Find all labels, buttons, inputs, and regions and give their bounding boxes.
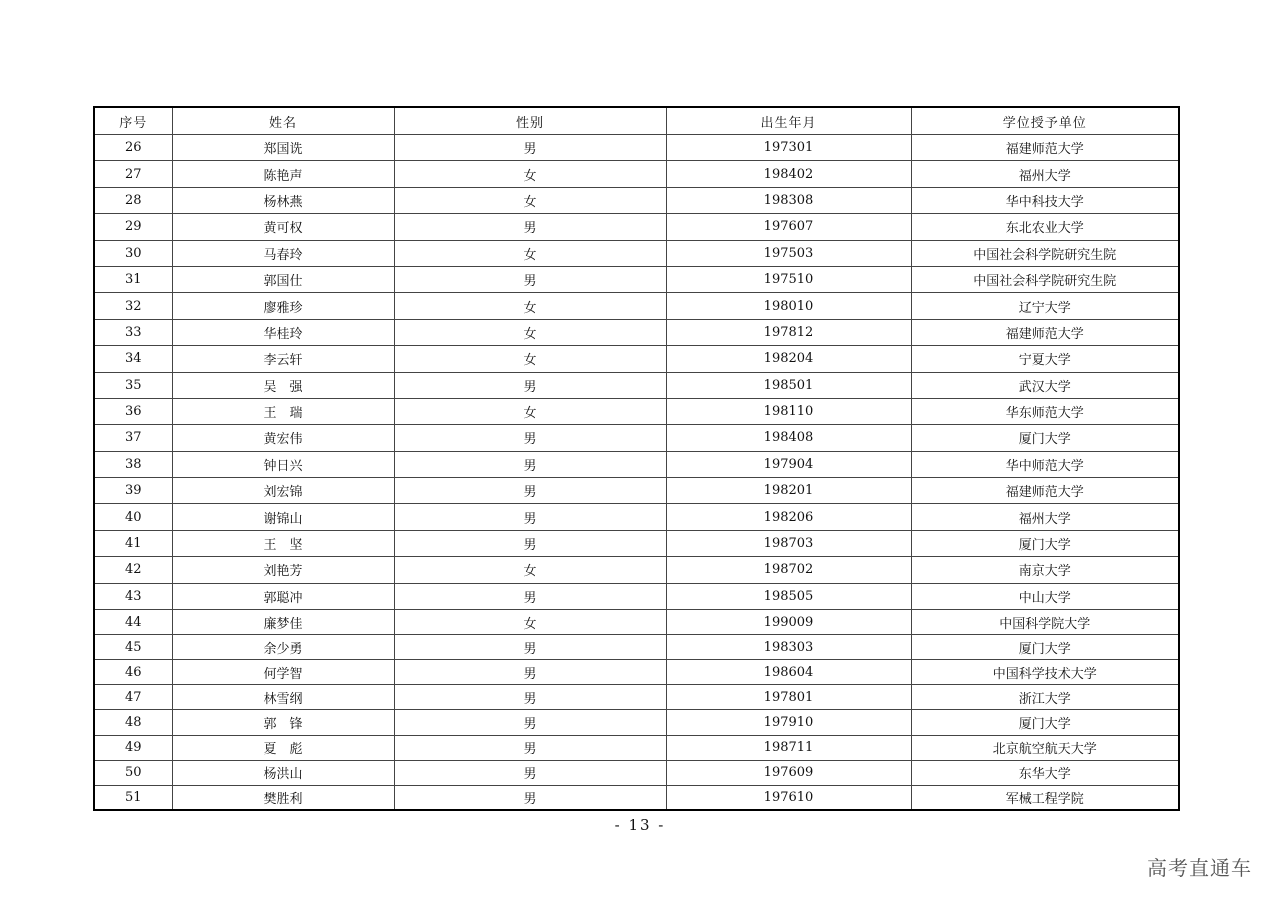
cell-institution: 福州大学 xyxy=(911,161,1179,187)
cell-name: 郭 锋 xyxy=(172,710,394,735)
cell-institution: 南京大学 xyxy=(911,557,1179,583)
cell-birth: 198505 xyxy=(666,583,911,609)
cell-birth: 198703 xyxy=(666,530,911,556)
cell-birth: 198308 xyxy=(666,187,911,213)
cell-index: 31 xyxy=(94,266,172,292)
cell-name: 华桂玲 xyxy=(172,319,394,345)
cell-gender: 男 xyxy=(394,451,666,477)
cell-name: 郭聪冲 xyxy=(172,583,394,609)
cell-institution: 华东师范大学 xyxy=(911,398,1179,424)
cell-gender: 男 xyxy=(394,735,666,760)
cell-birth: 198408 xyxy=(666,425,911,451)
cell-name: 李云轩 xyxy=(172,346,394,372)
cell-birth: 197610 xyxy=(666,785,911,810)
cell-institution: 厦门大学 xyxy=(911,425,1179,451)
table-row xyxy=(94,161,1179,187)
cell-name: 陈艳声 xyxy=(172,161,394,187)
cell-birth: 198501 xyxy=(666,372,911,398)
table-row xyxy=(94,610,1179,635)
cell-gender: 男 xyxy=(394,372,666,398)
table-row xyxy=(94,735,1179,760)
cell-index: 46 xyxy=(94,660,172,685)
cell-institution: 厦门大学 xyxy=(911,530,1179,556)
cell-index: 34 xyxy=(94,346,172,372)
cell-institution: 厦门大学 xyxy=(911,710,1179,735)
header-birth: 出生年月 xyxy=(666,107,911,135)
cell-gender: 女 xyxy=(394,240,666,266)
cell-birth: 198010 xyxy=(666,293,911,319)
table-row xyxy=(94,760,1179,785)
cell-institution: 武汉大学 xyxy=(911,372,1179,398)
cell-institution: 中山大学 xyxy=(911,583,1179,609)
cell-gender: 男 xyxy=(394,583,666,609)
cell-gender: 女 xyxy=(394,293,666,319)
cell-index: 37 xyxy=(94,425,172,451)
cell-name: 廉梦佳 xyxy=(172,610,394,635)
table-row xyxy=(94,530,1179,556)
cell-institution: 东华大学 xyxy=(911,760,1179,785)
table-row xyxy=(94,660,1179,685)
cell-birth: 198402 xyxy=(666,161,911,187)
cell-birth: 197607 xyxy=(666,214,911,240)
table-row xyxy=(94,135,1179,161)
cell-birth: 198110 xyxy=(666,398,911,424)
cell-index: 44 xyxy=(94,610,172,635)
cell-gender: 男 xyxy=(394,425,666,451)
cell-name: 樊胜利 xyxy=(172,785,394,810)
cell-birth: 197609 xyxy=(666,760,911,785)
cell-gender: 女 xyxy=(394,557,666,583)
cell-index: 28 xyxy=(94,187,172,213)
cell-institution: 华中科技大学 xyxy=(911,187,1179,213)
cell-birth: 197904 xyxy=(666,451,911,477)
table-row xyxy=(94,187,1179,213)
cell-gender: 男 xyxy=(394,635,666,660)
cell-gender: 男 xyxy=(394,685,666,710)
cell-birth: 197301 xyxy=(666,135,911,161)
table-row xyxy=(94,240,1179,266)
graduate-list-table xyxy=(93,106,1180,811)
table-row xyxy=(94,425,1179,451)
table-row xyxy=(94,372,1179,398)
cell-name: 黄宏伟 xyxy=(172,425,394,451)
cell-name: 廖雅珍 xyxy=(172,293,394,319)
cell-institution: 中国科学院大学 xyxy=(911,610,1179,635)
cell-birth: 198201 xyxy=(666,478,911,504)
cell-birth: 199009 xyxy=(666,610,911,635)
cell-index: 36 xyxy=(94,398,172,424)
cell-index: 29 xyxy=(94,214,172,240)
cell-institution: 宁夏大学 xyxy=(911,346,1179,372)
cell-gender: 男 xyxy=(394,478,666,504)
cell-institution: 中国社会科学院研究生院 xyxy=(911,240,1179,266)
cell-index: 45 xyxy=(94,635,172,660)
cell-name: 王 瑞 xyxy=(172,398,394,424)
table-body xyxy=(94,135,1179,811)
cell-institution: 华中师范大学 xyxy=(911,451,1179,477)
cell-institution: 军械工程学院 xyxy=(911,785,1179,810)
cell-birth: 197503 xyxy=(666,240,911,266)
table-row xyxy=(94,214,1179,240)
cell-institution: 中国社会科学院研究生院 xyxy=(911,266,1179,292)
cell-index: 39 xyxy=(94,478,172,504)
cell-institution: 福州大学 xyxy=(911,504,1179,530)
cell-name: 刘宏锦 xyxy=(172,478,394,504)
cell-name: 夏 彪 xyxy=(172,735,394,760)
cell-institution: 福建师范大学 xyxy=(911,319,1179,345)
cell-birth: 198303 xyxy=(666,635,911,660)
cell-gender: 男 xyxy=(394,266,666,292)
cell-institution: 辽宁大学 xyxy=(911,293,1179,319)
cell-birth: 197510 xyxy=(666,266,911,292)
page-number: - 13 - xyxy=(614,816,666,834)
cell-gender: 男 xyxy=(394,135,666,161)
cell-gender: 女 xyxy=(394,346,666,372)
table-row xyxy=(94,710,1179,735)
table-row xyxy=(94,557,1179,583)
cell-gender: 女 xyxy=(394,610,666,635)
cell-gender: 女 xyxy=(394,187,666,213)
cell-name: 黄可权 xyxy=(172,214,394,240)
cell-gender: 女 xyxy=(394,398,666,424)
cell-index: 32 xyxy=(94,293,172,319)
cell-gender: 男 xyxy=(394,660,666,685)
cell-index: 40 xyxy=(94,504,172,530)
cell-gender: 男 xyxy=(394,710,666,735)
table-row xyxy=(94,398,1179,424)
cell-index: 41 xyxy=(94,530,172,556)
cell-name: 杨洪山 xyxy=(172,760,394,785)
cell-institution: 福建师范大学 xyxy=(911,135,1179,161)
cell-name: 林雪纲 xyxy=(172,685,394,710)
cell-name: 郑国诜 xyxy=(172,135,394,161)
header-name: 姓名 xyxy=(172,107,394,135)
cell-gender: 女 xyxy=(394,319,666,345)
cell-institution: 福建师范大学 xyxy=(911,478,1179,504)
cell-institution: 北京航空航天大学 xyxy=(911,735,1179,760)
cell-name: 王 坚 xyxy=(172,530,394,556)
cell-name: 马春玲 xyxy=(172,240,394,266)
table-row xyxy=(94,785,1179,810)
header-institution: 学位授予单位 xyxy=(911,107,1179,135)
watermark-text: 高考直通车 xyxy=(1147,856,1252,880)
cell-birth: 198702 xyxy=(666,557,911,583)
header-gender: 性别 xyxy=(394,107,666,135)
table-row xyxy=(94,635,1179,660)
cell-name: 吴 强 xyxy=(172,372,394,398)
table-row xyxy=(94,504,1179,530)
cell-name: 余少勇 xyxy=(172,635,394,660)
table-row xyxy=(94,685,1179,710)
cell-birth: 198711 xyxy=(666,735,911,760)
cell-gender: 女 xyxy=(394,161,666,187)
cell-institution: 东北农业大学 xyxy=(911,214,1179,240)
cell-birth: 198206 xyxy=(666,504,911,530)
cell-index: 26 xyxy=(94,135,172,161)
cell-birth: 197910 xyxy=(666,710,911,735)
cell-institution: 厦门大学 xyxy=(911,635,1179,660)
cell-name: 钟日兴 xyxy=(172,451,394,477)
table-row xyxy=(94,346,1179,372)
cell-gender: 男 xyxy=(394,214,666,240)
cell-index: 43 xyxy=(94,583,172,609)
cell-index: 38 xyxy=(94,451,172,477)
cell-name: 何学智 xyxy=(172,660,394,685)
table-header-row xyxy=(94,107,1179,135)
cell-institution: 中国科学技术大学 xyxy=(911,660,1179,685)
cell-index: 27 xyxy=(94,161,172,187)
cell-birth: 197801 xyxy=(666,685,911,710)
cell-name: 郭国仕 xyxy=(172,266,394,292)
cell-index: 47 xyxy=(94,685,172,710)
cell-birth: 197812 xyxy=(666,319,911,345)
cell-name: 谢锦山 xyxy=(172,504,394,530)
table-row xyxy=(94,478,1179,504)
cell-gender: 男 xyxy=(394,760,666,785)
cell-gender: 男 xyxy=(394,504,666,530)
cell-name: 刘艳芳 xyxy=(172,557,394,583)
cell-institution: 浙江大学 xyxy=(911,685,1179,710)
table-row xyxy=(94,319,1179,345)
cell-name: 杨林燕 xyxy=(172,187,394,213)
cell-index: 30 xyxy=(94,240,172,266)
cell-gender: 男 xyxy=(394,785,666,810)
cell-birth: 198204 xyxy=(666,346,911,372)
cell-index: 51 xyxy=(94,785,172,810)
cell-index: 49 xyxy=(94,735,172,760)
cell-index: 48 xyxy=(94,710,172,735)
table-row xyxy=(94,583,1179,609)
cell-gender: 男 xyxy=(394,530,666,556)
cell-index: 33 xyxy=(94,319,172,345)
cell-index: 42 xyxy=(94,557,172,583)
table-row xyxy=(94,266,1179,292)
table-row xyxy=(94,293,1179,319)
cell-birth: 198604 xyxy=(666,660,911,685)
header-index: 序号 xyxy=(94,107,172,135)
table-row xyxy=(94,451,1179,477)
cell-index: 50 xyxy=(94,760,172,785)
cell-index: 35 xyxy=(94,372,172,398)
